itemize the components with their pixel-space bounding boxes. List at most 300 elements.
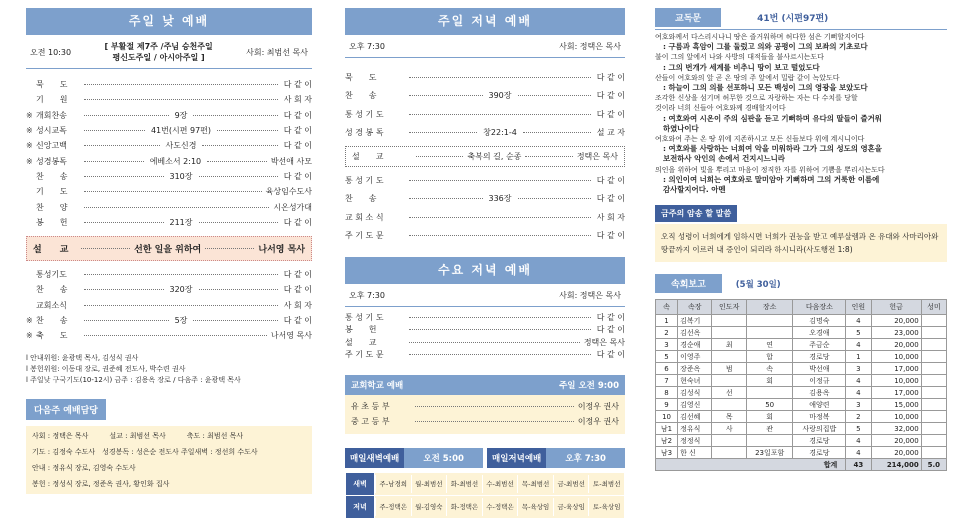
table-cell (921, 447, 946, 459)
order-item-value: 나서영 목사 (270, 331, 312, 341)
table-cell (746, 327, 793, 339)
dawn-row (346, 472, 625, 495)
order-item-name: 중 고 등 부 (351, 417, 390, 427)
order-item-name: 성시교독 (36, 126, 67, 136)
table-cell: 목 (712, 411, 746, 423)
order-item-value: 정택은 목사 (583, 337, 625, 347)
evening-info-line (345, 35, 625, 58)
table-cell: 10,000 (871, 411, 921, 423)
table-cell: 정정식 (678, 435, 712, 447)
report-table (655, 299, 947, 471)
total-label: 합계 (656, 459, 846, 471)
sunday-info-line (26, 35, 312, 69)
order-item-detail: 5장 (174, 316, 188, 325)
table-cell (921, 399, 946, 411)
order-row (345, 349, 625, 362)
order-row (26, 267, 312, 282)
table-cell: 최 (712, 339, 746, 351)
daily-cell: 수-정택은 (482, 498, 518, 516)
memory-text: 오직 성령이 너희에게 임하시면 너희가 권능을 받고 예루살렘과 온 유대와 사마리아와 땅끝까지 이르러 내 증인이 되리라 하시니라(사도행전 1:8) (655, 224, 947, 262)
order-item-name: 개회찬송 (36, 110, 67, 120)
order-row (26, 77, 312, 92)
daily-cell: 월-김영숙 (411, 498, 447, 516)
table-cell (921, 423, 946, 435)
daily-cell: 목-최범선 (517, 475, 553, 493)
reading-line: 산들이 여호와의 앞 곧 온 땅의 주 앞에서 밀랍 같이 녹았도다 (655, 73, 840, 82)
order-row (26, 282, 312, 297)
order-row (345, 227, 625, 246)
order-row (345, 190, 625, 209)
order-row (26, 169, 312, 184)
table-cell: 2 (846, 411, 871, 423)
order-row (345, 311, 625, 324)
table-cell (921, 315, 946, 327)
reading-line: : 여호와여 시온이 주의 심판을 듣고 기뻐하며 유다의 딸들이 즐거워 (663, 113, 882, 123)
duty-line: 기도 : 김정숙 수도사 성경봉독 : 성은순 전도사 주일새벽 : 정선희 수도사 (32, 448, 258, 457)
table-row (656, 447, 947, 459)
table-cell: 3 (846, 399, 871, 411)
table-cell: 4 (846, 387, 871, 399)
eve-label: 매일저녁예배 (487, 448, 546, 468)
daily-cell: 주-정택은 (375, 498, 411, 516)
table-cell: 8 (656, 387, 678, 399)
order-item-detail: 336장 (488, 194, 512, 204)
daily-cell: 화-최범선 (446, 475, 482, 493)
table-row (656, 387, 947, 399)
table-cell: 20,000 (871, 447, 921, 459)
table-cell (921, 387, 946, 399)
order-item-detail: 320장 (169, 285, 193, 295)
table-cell: 회 (746, 375, 793, 387)
evening-order-list (345, 68, 625, 142)
order-item-value: 육상임수도사 (265, 187, 312, 197)
order-item-name: 묵 도 (345, 72, 377, 82)
order-item-value: 다 같 이 (283, 126, 312, 136)
table-cell: 5 (656, 351, 678, 363)
table-cell: 김선혜 (678, 411, 712, 423)
order-row (345, 208, 625, 227)
table-cell (712, 327, 746, 339)
order-item-value: 다 같 이 (283, 80, 312, 90)
order-row (26, 328, 312, 343)
table-cell: 이정규 (793, 375, 846, 387)
evening-sermon-preacher: 정택은 목사 (576, 152, 618, 161)
order-row (26, 153, 312, 168)
order-item-name: 기 도 (36, 187, 68, 197)
reading-header (655, 8, 947, 27)
report-column-header: 속 (656, 300, 678, 315)
right-column (655, 8, 947, 471)
table-row (656, 399, 947, 411)
order-item-name: 통성기도 (36, 270, 67, 280)
total-count: 43 (846, 459, 871, 471)
order-item-name: 교 회 소 식 (345, 212, 384, 222)
order-item-value: 이정우 권사 (577, 402, 619, 412)
table-cell: 10,000 (871, 351, 921, 363)
memory-title: 금주의 암송 할 말씀 (655, 205, 737, 222)
table-cell: 3 (846, 363, 871, 375)
table-cell: 사랑의집밥 (793, 423, 846, 435)
table-cell: 6 (656, 363, 678, 375)
order-item-name: 통 성 기 도 (345, 109, 384, 119)
table-cell (921, 375, 946, 387)
table-cell: 관 (746, 423, 793, 435)
order-item-name: 묵 도 (36, 80, 68, 90)
order-item-detail: 사도신경 (165, 141, 197, 151)
note-line: l 봉헌위원: 이동대 장로, 권준혜 전도사, 박수련 권사 (26, 365, 186, 374)
table-cell: 정유식 (678, 423, 712, 435)
table-cell (712, 375, 746, 387)
daily-cell: 토-최범선 (588, 475, 624, 493)
sermon-title: 선한 일을 위하여 (134, 244, 202, 255)
table-cell (921, 435, 946, 447)
report-column-header: 인원 (846, 300, 871, 315)
table-cell: 23일포함 (746, 447, 793, 459)
daily-cell: 주-남경희 (375, 475, 411, 493)
table-cell: 한 신 (678, 447, 712, 459)
order-item-name: 기 원 (36, 95, 68, 105)
report-column-header: 헌금 (871, 300, 921, 315)
sunday-sermon-box (26, 236, 312, 261)
table-cell: 장준옥 (678, 363, 712, 375)
order-row (351, 414, 619, 429)
order-item-value: 다 같 이 (596, 109, 625, 119)
order-item-name: 통 성 기 도 (345, 175, 384, 185)
order-item-detail: 에베소서 2:10 (149, 156, 202, 166)
evening-title: 주일 저녁 예배 (345, 8, 625, 35)
order-item-value: 설 교 자 (596, 128, 625, 138)
order-item-value: 다 같 이 (283, 217, 312, 227)
dawn-time: 오전 5:00 (404, 448, 483, 468)
order-item-name: 유 초 등 부 (351, 402, 390, 412)
table-cell: 이영주 (678, 351, 712, 363)
duty-line: 안내 : 정유식 장로, 김영숙 수도사 (32, 464, 136, 473)
table-cell: 합 (746, 351, 793, 363)
table-cell: 2 (656, 327, 678, 339)
table-cell: 속 (746, 363, 793, 375)
reading-title: 교독문 (655, 8, 721, 27)
order-item-value: 다 같 이 (283, 285, 312, 295)
order-item-value: 다 같 이 (596, 312, 625, 322)
mark-symbol: ※ (26, 156, 33, 166)
order-item-name: 주 기 도 문 (345, 231, 384, 241)
order-row (345, 87, 625, 106)
table-cell (746, 435, 793, 447)
mark-symbol: ※ (26, 316, 33, 325)
daily-cell: 금-육상임 (553, 498, 589, 516)
table-cell: 김복기 (678, 315, 712, 327)
table-cell (921, 351, 946, 363)
sunday-leader: 사회: 최범선 목사 (246, 47, 308, 57)
reading-text (655, 29, 947, 195)
order-row (26, 215, 312, 230)
eve-row (346, 495, 625, 518)
table-cell: 4 (846, 447, 871, 459)
table-cell: 20,000 (871, 315, 921, 327)
duty-line: 봉헌 : 정성식 장로, 정준옥 권사, 황인화 집사 (32, 480, 170, 489)
table-row (656, 327, 947, 339)
reading-line: : 그의 번개가 세계를 비추니 땅이 보고 떨었도다 (663, 62, 820, 72)
order-item-value: 시온성가대 (273, 202, 312, 212)
table-cell: 20,000 (871, 339, 921, 351)
occasion-line1: [ 부활절 제7주 /주님 승천주일 (104, 42, 213, 51)
order-item-detail: 41번(시편 97편) (150, 126, 212, 136)
table-cell: 20,000 (871, 435, 921, 447)
sunday-order-list (26, 77, 312, 230)
table-cell: 32,000 (871, 423, 921, 435)
order-item-name: 설 교 (345, 337, 377, 347)
evening-leader: 사회: 정택은 목사 (559, 42, 621, 51)
table-row (656, 363, 947, 375)
table-cell: 주금순 (793, 339, 846, 351)
order-row (345, 68, 625, 87)
table-cell: 박선애 (793, 363, 846, 375)
order-item-name: 찬 송 (345, 194, 377, 204)
wednesday-time: 오후 7:30 (349, 291, 385, 300)
table-cell: 선 (712, 387, 746, 399)
reading-number: 41번 (시편97편) (757, 14, 829, 24)
order-row (26, 123, 312, 138)
table-cell: 4 (846, 435, 871, 447)
order-item-value: 다 같 이 (283, 110, 312, 120)
table-cell: 9 (656, 399, 678, 411)
school-title: 교회학교 예배 (351, 381, 404, 391)
sunday-notes (26, 353, 312, 386)
table-row (656, 339, 947, 351)
table-row (656, 435, 947, 447)
order-item-value: 다 같 이 (596, 91, 625, 101)
order-item-detail: 310장 (169, 171, 193, 181)
reading-line: : 여호와를 사랑하는 너희여 악을 미워하라 그가 그의 성도의 영혼을 (663, 144, 882, 154)
dawn-label: 매일새벽예배 (345, 448, 404, 468)
order-item-name: 성 경 봉 독 (345, 128, 384, 138)
table-cell: 17,000 (871, 387, 921, 399)
reading-line: 것이라 너희 신들아 여호와께 경배할지어다 (655, 104, 786, 113)
order-item-value: 다 같 이 (596, 350, 625, 360)
order-row (345, 171, 625, 190)
reading-line: 감사할지어다. 아멘 (663, 185, 726, 195)
table-cell: 김명숙 (793, 315, 846, 327)
table-cell: 남2 (656, 435, 678, 447)
sunday-occasion (104, 41, 212, 63)
order-item-value: 사 회 자 (283, 300, 312, 310)
table-cell: 현숙녀 (678, 375, 712, 387)
table-cell: 7 (656, 375, 678, 387)
table-cell: 범 (712, 363, 746, 375)
evening-sermon-title: 축복의 길, 순종 (467, 152, 522, 161)
order-item-value: 다 같 이 (283, 270, 312, 280)
table-cell (712, 435, 746, 447)
order-item-value: 다 같 이 (596, 231, 625, 241)
order-item-value: 다 같 이 (596, 325, 625, 335)
reading-line: 여호와여 주는 온 땅 위에 지존하시고 모든 신들보다 위에 계시니이다 (655, 135, 865, 144)
table-cell: 김영신 (678, 399, 712, 411)
table-cell: 4 (846, 375, 871, 387)
table-cell: 김선옥 (678, 327, 712, 339)
memory-section (655, 201, 947, 262)
order-item-value: 다 같 이 (283, 141, 312, 151)
eve-time: 오후 7:30 (546, 448, 625, 468)
wednesday-leader: 사회: 정택은 목사 (559, 291, 621, 300)
total-rice: 5.0 (921, 459, 946, 471)
table-cell: 5 (846, 423, 871, 435)
table-cell: 17,000 (871, 363, 921, 375)
school-bar (345, 375, 625, 395)
table-cell: 경순애 (678, 339, 712, 351)
mark-symbol: ※ (26, 331, 33, 341)
order-row (26, 184, 312, 199)
table-cell: 4 (846, 339, 871, 351)
order-item-name: 성경봉독 (36, 156, 67, 166)
table-cell: 경로당 (793, 447, 846, 459)
daily-cell: 화-정택은 (446, 498, 482, 516)
order-item-name: 축 도 (36, 331, 68, 341)
table-cell: 15,000 (871, 399, 921, 411)
order-item-name: 찬 송 (345, 91, 377, 101)
daily-cell: 월-최범선 (411, 475, 447, 493)
report-column-header: 속장 (678, 300, 712, 315)
table-cell: 3 (656, 339, 678, 351)
order-item-value: 다 같 이 (596, 175, 625, 185)
table-cell: 5 (846, 327, 871, 339)
next-week-section (26, 398, 312, 494)
daily-schedule-table (345, 472, 625, 519)
reading-line: 하였나이다 (663, 123, 699, 133)
order-item-name: 찬 송 (36, 171, 68, 181)
table-cell: 4 (846, 315, 871, 327)
report-column-header: 장소 (746, 300, 793, 315)
daily-cell: 목-육상임 (517, 498, 553, 516)
table-cell (712, 447, 746, 459)
order-item-detail: 211장 (169, 217, 193, 227)
sermon-preacher: 나서영 목사 (258, 244, 305, 255)
table-cell: 10,000 (871, 375, 921, 387)
wednesday-info-line (345, 284, 625, 307)
mark-symbol: ※ (26, 141, 33, 151)
table-cell (712, 315, 746, 327)
order-item-detail: 390장 (488, 91, 512, 101)
table-row (656, 315, 947, 327)
reading-line: 보전하사 악인의 손에서 건지시느니라 (663, 154, 785, 164)
next-week-title: 다음주 예배담당 (26, 399, 106, 420)
order-item-value: 다 같 이 (596, 72, 625, 82)
table-cell: 10 (656, 411, 678, 423)
report-column-header: 성미 (921, 300, 946, 315)
eve-row-label: 저녁 (346, 495, 375, 518)
table-cell: 연 (746, 339, 793, 351)
order-item-name: 봉 헌 (36, 217, 68, 227)
report-header-row (656, 300, 947, 315)
mark-symbol: ※ (26, 110, 33, 120)
table-cell: 사 (712, 423, 746, 435)
table-cell: 1 (656, 315, 678, 327)
order-row (345, 105, 625, 124)
table-cell (746, 387, 793, 399)
report-date: (5월 30일) (735, 279, 781, 290)
report-column-header: 다음장소 (793, 300, 846, 315)
report-column-header: 인도자 (712, 300, 746, 315)
table-cell: 김용옥 (793, 387, 846, 399)
dawn-row-label: 새벽 (346, 472, 375, 495)
table-row (656, 351, 947, 363)
order-row (345, 336, 625, 349)
table-cell: 1 (846, 351, 871, 363)
wednesday-order-list (345, 311, 625, 361)
next-week-duties (26, 426, 312, 494)
table-cell (712, 351, 746, 363)
order-row (26, 199, 312, 214)
order-item-detail: 9장 (174, 110, 188, 120)
evening-column (345, 8, 625, 519)
order-item-value: 다 같 이 (283, 171, 312, 181)
daily-header (345, 448, 625, 468)
order-row (345, 124, 625, 143)
order-item-name: 찬 송 (36, 316, 68, 325)
note-line: l 주일낮 구국기도(10-12시) 금주 : 김용옥 장로 / 다음주 : 윤광택 목사 (26, 376, 241, 385)
reading-line: 불이 그의 앞에서 나와 사방의 대적들을 불사르시는도다 (655, 53, 824, 62)
reading-line: 여호와께서 다스리시나니 땅은 즐거워하며 허다한 섬은 기뻐할지어다 (655, 33, 865, 41)
order-item-value: 다 같 이 (283, 316, 312, 325)
report-title: 속회보고 (655, 274, 722, 293)
sunday-time: 오전 10:30 (30, 47, 72, 57)
table-cell (746, 315, 793, 327)
table-row (656, 411, 947, 423)
table-cell (921, 363, 946, 375)
evening-sermon-box (345, 146, 625, 167)
daily-cell: 토-육상임 (588, 498, 624, 516)
evening-sermon-label: 설 교 (352, 152, 384, 161)
table-cell: 50 (746, 399, 793, 411)
table-cell: 오경애 (793, 327, 846, 339)
order-item-name: 신앙고백 (36, 141, 67, 151)
sunday-title: 주일 낮 예배 (26, 8, 312, 35)
order-item-name: 찬 양 (36, 202, 68, 212)
reading-line: : 의인이여 너희는 여호와로 말미암아 기뻐하며 그의 거룩한 이름에 (663, 174, 880, 184)
order-row (26, 313, 312, 328)
order-item-name: 주 기 도 문 (345, 350, 384, 360)
table-cell: 남1 (656, 423, 678, 435)
school-list (345, 395, 625, 434)
table-cell (712, 399, 746, 411)
evening-order-list-2 (345, 171, 625, 245)
table-cell: 경로당 (793, 351, 846, 363)
order-item-name: 통 성 기 도 (345, 312, 384, 322)
table-cell (921, 411, 946, 423)
order-item-detail: 창22:1-4 (483, 128, 517, 138)
table-row (656, 423, 947, 435)
order-item-value: 다 같 이 (596, 194, 625, 204)
report-header (655, 274, 947, 293)
occasion-line2: 평신도주일 / 아시아주일 ] (112, 53, 205, 62)
table-row (656, 375, 947, 387)
reading-line: : 구름과 흑암이 그를 둘렀고 의와 공평이 그의 보좌의 기초로다 (663, 42, 868, 52)
table-cell (921, 327, 946, 339)
report-total-row (656, 459, 947, 471)
note-line: l 안내위원: 윤광택 목사, 김성식 권사 (26, 354, 139, 363)
total-amount: 214,000 (871, 459, 921, 471)
order-row (26, 108, 312, 123)
table-cell: 회 (746, 411, 793, 423)
reading-line: 조각한 신상을 섬기며 허무한 것으로 자랑하는 자는 다 수치를 당할 (655, 94, 858, 103)
order-row (351, 399, 619, 414)
mark-symbol: ※ (26, 126, 33, 136)
order-row (26, 92, 312, 107)
order-row (345, 324, 625, 337)
order-item-value: 이정우 권사 (577, 417, 619, 427)
order-item-value: 사 회 자 (283, 95, 312, 105)
table-cell: 애양련 (793, 399, 846, 411)
table-cell: 경로당 (793, 435, 846, 447)
